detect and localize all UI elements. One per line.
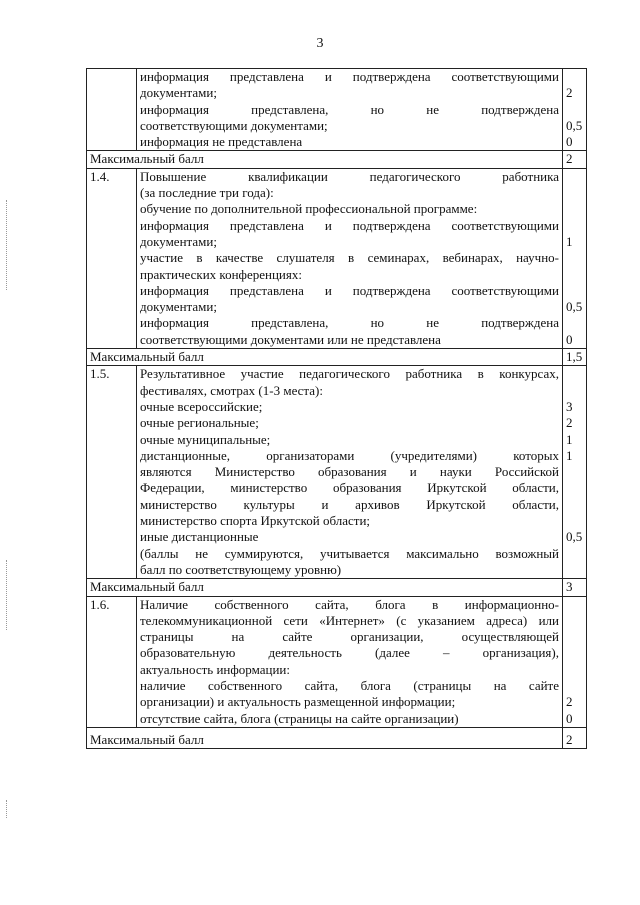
text-line: министерство спорта Иркутской области;	[140, 513, 371, 529]
points-value: 0,5	[566, 299, 583, 315]
row-number: 1.4.	[87, 168, 137, 348]
text-line: соответствующими документами;	[140, 117, 328, 133]
criteria-table	[86, 68, 587, 749]
points-value	[566, 678, 583, 694]
text-line: балл по соответствующему уровню)	[140, 561, 342, 577]
text-line: документами;	[140, 85, 217, 101]
text-line: участие в качестве слушателя в семинарах, вебинарах, научно-	[140, 250, 559, 266]
text-line: дистанционные, организаторами (учредителями) которых	[140, 447, 559, 463]
points-value	[566, 513, 583, 529]
scan-margin-mark	[6, 800, 8, 818]
text-line: Федерации, министерство образования Иркутской области,	[140, 480, 559, 496]
text-line: Повышение квалификации педагогического работника	[140, 168, 559, 184]
text-line: информация представлена, но не подтверждена	[140, 315, 559, 331]
table-row	[87, 596, 587, 727]
points-value	[566, 662, 583, 678]
text-line: министерство культуры и архивов Иркутской области,	[140, 496, 559, 512]
text-line: документами;	[140, 233, 217, 249]
points-cell	[563, 596, 587, 727]
points-value	[566, 250, 583, 266]
points-value	[566, 645, 583, 661]
text-line: образовательную деятельность (далее – организация),	[140, 645, 559, 661]
points-value	[566, 315, 583, 331]
points-value	[566, 480, 583, 496]
points-cell	[563, 366, 587, 579]
text-line: организации) и актуальность размещенной информации;	[140, 694, 456, 710]
points-value: 0	[566, 710, 573, 726]
text-line: обучение по дополнительной профессиональной программе:	[140, 201, 478, 217]
points-value: 2	[566, 694, 573, 710]
text-line: очные муниципальные;	[140, 431, 271, 447]
points-value: 0,5	[566, 529, 583, 545]
text-line: фестивалях, смотрах (1-3 места):	[140, 382, 323, 398]
points-value	[566, 201, 583, 217]
max-score-value: 1,5	[563, 349, 587, 366]
max-score-row	[87, 151, 587, 168]
text-line: (за последние три года):	[140, 185, 274, 201]
text-line: иные дистанционные	[140, 529, 259, 545]
max-score-value: 2	[563, 727, 587, 748]
text-line: практических конференциях:	[140, 266, 302, 282]
points-value: 1	[566, 233, 573, 249]
max-score-label: Максимальный балл	[87, 579, 563, 596]
text-line: Результативное участие педагогического работника в конкурсах,	[140, 366, 559, 382]
points-value: 1	[566, 431, 573, 447]
row-number	[87, 69, 137, 151]
text-line: являются Министерство образования и науки Российской	[140, 464, 559, 480]
max-score-value: 2	[563, 151, 587, 168]
max-score-label: Максимальный балл	[87, 151, 563, 168]
points-value	[566, 613, 583, 629]
text-line: телекоммуникационной сети «Интернет» (с указанием адреса) или	[140, 612, 559, 628]
points-value	[566, 169, 583, 185]
points-value	[566, 629, 583, 645]
criterion-text	[137, 596, 563, 727]
max-score-row	[87, 727, 587, 748]
row-number: 1.6.	[87, 596, 137, 727]
scan-margin-mark	[6, 560, 8, 630]
text-line: наличие собственного сайта, блога (страницы на сайте	[140, 677, 559, 693]
table-row	[87, 366, 587, 579]
max-score-row	[87, 579, 587, 596]
table-row	[87, 168, 587, 348]
points-value	[566, 497, 583, 513]
text-line: информация представлена и подтверждена соответствующими	[140, 217, 559, 233]
points-value	[566, 69, 583, 85]
criterion-text	[137, 366, 563, 579]
max-score-label: Максимальный балл	[87, 349, 563, 366]
text-line: очные региональные;	[140, 415, 259, 431]
points-value: 1	[566, 447, 573, 463]
points-value	[566, 597, 583, 613]
points-cell	[563, 69, 587, 151]
text-line: информация представлена, но не подтверждена	[140, 101, 559, 117]
points-value	[566, 102, 583, 118]
criterion-text	[137, 168, 563, 348]
text-line: отсутствие сайта, блога (страницы на сайте организации)	[140, 710, 459, 726]
page-number: 3	[316, 36, 324, 51]
row-number: 1.5.	[87, 366, 137, 579]
text-line: соответствующими документами или не представлена	[140, 331, 441, 347]
points-value	[566, 383, 583, 399]
points-value	[566, 366, 583, 382]
points-value	[566, 218, 583, 234]
table-row	[87, 69, 587, 151]
text-line: (баллы не суммируются, учитывается максимально возможный	[140, 545, 559, 561]
max-score-label: Максимальный балл	[87, 727, 563, 748]
points-value: 2	[566, 85, 573, 101]
scan-margin-mark	[6, 200, 8, 290]
points-value: 0	[566, 331, 573, 347]
text-line: информация представлена и подтверждена соответствующими	[140, 69, 559, 84]
points-value	[566, 562, 583, 578]
points-value	[566, 185, 583, 201]
max-score-row	[87, 349, 587, 366]
text-line: страницы на сайте организации, осуществляющей	[140, 629, 559, 645]
text-line: документами;	[140, 299, 217, 315]
points-value: 0	[566, 134, 573, 150]
text-line: информация представлена и подтверждена соответствующими	[140, 282, 559, 298]
text-line: очные всероссийские;	[140, 398, 263, 414]
points-value	[566, 546, 583, 562]
points-value: 0,5	[566, 117, 583, 133]
criterion-text	[137, 69, 563, 151]
points-value	[566, 283, 583, 299]
text-line: актуальность информации:	[140, 661, 290, 677]
points-value	[566, 464, 583, 480]
points-value: 2	[566, 415, 573, 431]
points-value: 3	[566, 398, 573, 414]
text-line: Наличие собственного сайта, блога в информационно-	[140, 596, 559, 612]
max-score-value: 3	[563, 579, 587, 596]
text-line: информация не представлена	[140, 134, 303, 150]
points-cell	[563, 168, 587, 348]
points-value	[566, 267, 583, 283]
